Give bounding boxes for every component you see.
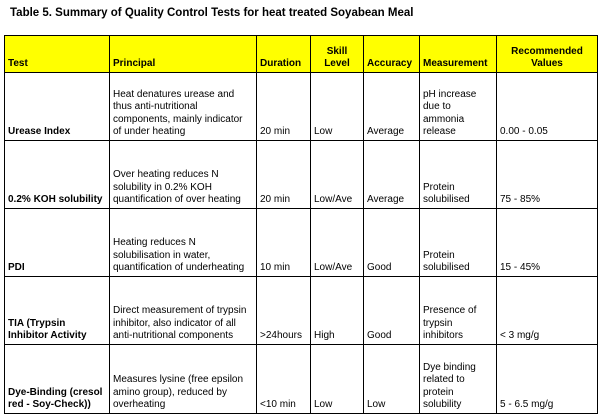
- skill-level-cell: Low: [311, 345, 364, 414]
- column-header-measurement: Measurement: [420, 36, 497, 73]
- measurement-cell: Presence of trypsin inhibitors: [420, 277, 497, 345]
- quality-control-table: [4, 35, 598, 414]
- table-title: Table 5. Summary of Quality Control Tests for heat treated Soyabean Meal: [10, 7, 414, 19]
- measurement-cell: Protein solubilised: [420, 141, 497, 209]
- duration-cell: 20 min: [257, 141, 311, 209]
- principal-cell: Direct measurement of trypsin inhibitor, also indicator of all anti-nutritional components: [110, 277, 257, 345]
- table-row: [5, 345, 598, 414]
- column-header-recommended-values: Recommended Values: [497, 36, 598, 73]
- table-row: [5, 209, 598, 277]
- skill-level-cell: High: [311, 277, 364, 345]
- column-header-test: Test: [5, 36, 110, 73]
- skill-level-cell: Low/Ave: [311, 141, 364, 209]
- measurement-cell: Dye binding related to protein solubility: [420, 345, 497, 414]
- measurement-cell: Protein solubilised: [420, 209, 497, 277]
- recommended-value-cell: 0.00 - 0.05: [497, 73, 598, 141]
- duration-cell: >24hours: [257, 277, 311, 345]
- recommended-value-cell: 5 - 6.5 mg/g: [497, 345, 598, 414]
- table-row: [5, 73, 598, 141]
- duration-cell: 20 min: [257, 73, 311, 141]
- duration-cell: 10 min: [257, 209, 311, 277]
- test-cell: 0.2% KOH solubility: [5, 141, 110, 209]
- table-row: [5, 277, 598, 345]
- column-header-principal: Principal: [110, 36, 257, 73]
- principal-cell: Over heating reduces N solubility in 0.2% KOH quantification of over heating: [110, 141, 257, 209]
- recommended-value-cell: 15 - 45%: [497, 209, 598, 277]
- column-header-skill-level: Skill Level: [311, 36, 364, 73]
- column-header-duration: Duration: [257, 36, 311, 73]
- test-cell: Urease Index: [5, 73, 110, 141]
- principal-cell: Heat denatures urease and thus anti-nutritional components, mainly indicator of under heating: [110, 73, 257, 141]
- recommended-value-cell: 75 - 85%: [497, 141, 598, 209]
- skill-level-cell: Low: [311, 73, 364, 141]
- skill-level-cell: Low/Ave: [311, 209, 364, 277]
- principal-cell: Measures lysine (free epsilon amino group), reduced by overheating: [110, 345, 257, 414]
- accuracy-cell: Average: [364, 73, 420, 141]
- table-header-row: [5, 36, 598, 73]
- test-cell: TIA (Trypsin Inhibitor Activity: [5, 277, 110, 345]
- test-cell: PDI: [5, 209, 110, 277]
- column-header-accuracy: Accuracy: [364, 36, 420, 73]
- principal-cell: Heating reduces N solubilisation in water, quantification of underheating: [110, 209, 257, 277]
- accuracy-cell: Good: [364, 209, 420, 277]
- table-row: [5, 141, 598, 209]
- accuracy-cell: Good: [364, 277, 420, 345]
- measurement-cell: pH increase due to ammonia release: [420, 73, 497, 141]
- recommended-value-cell: < 3 mg/g: [497, 277, 598, 345]
- accuracy-cell: Average: [364, 141, 420, 209]
- accuracy-cell: Low: [364, 345, 420, 414]
- test-cell: Dye-Binding (cresol red - Soy-Check)): [5, 345, 110, 414]
- duration-cell: <10 min: [257, 345, 311, 414]
